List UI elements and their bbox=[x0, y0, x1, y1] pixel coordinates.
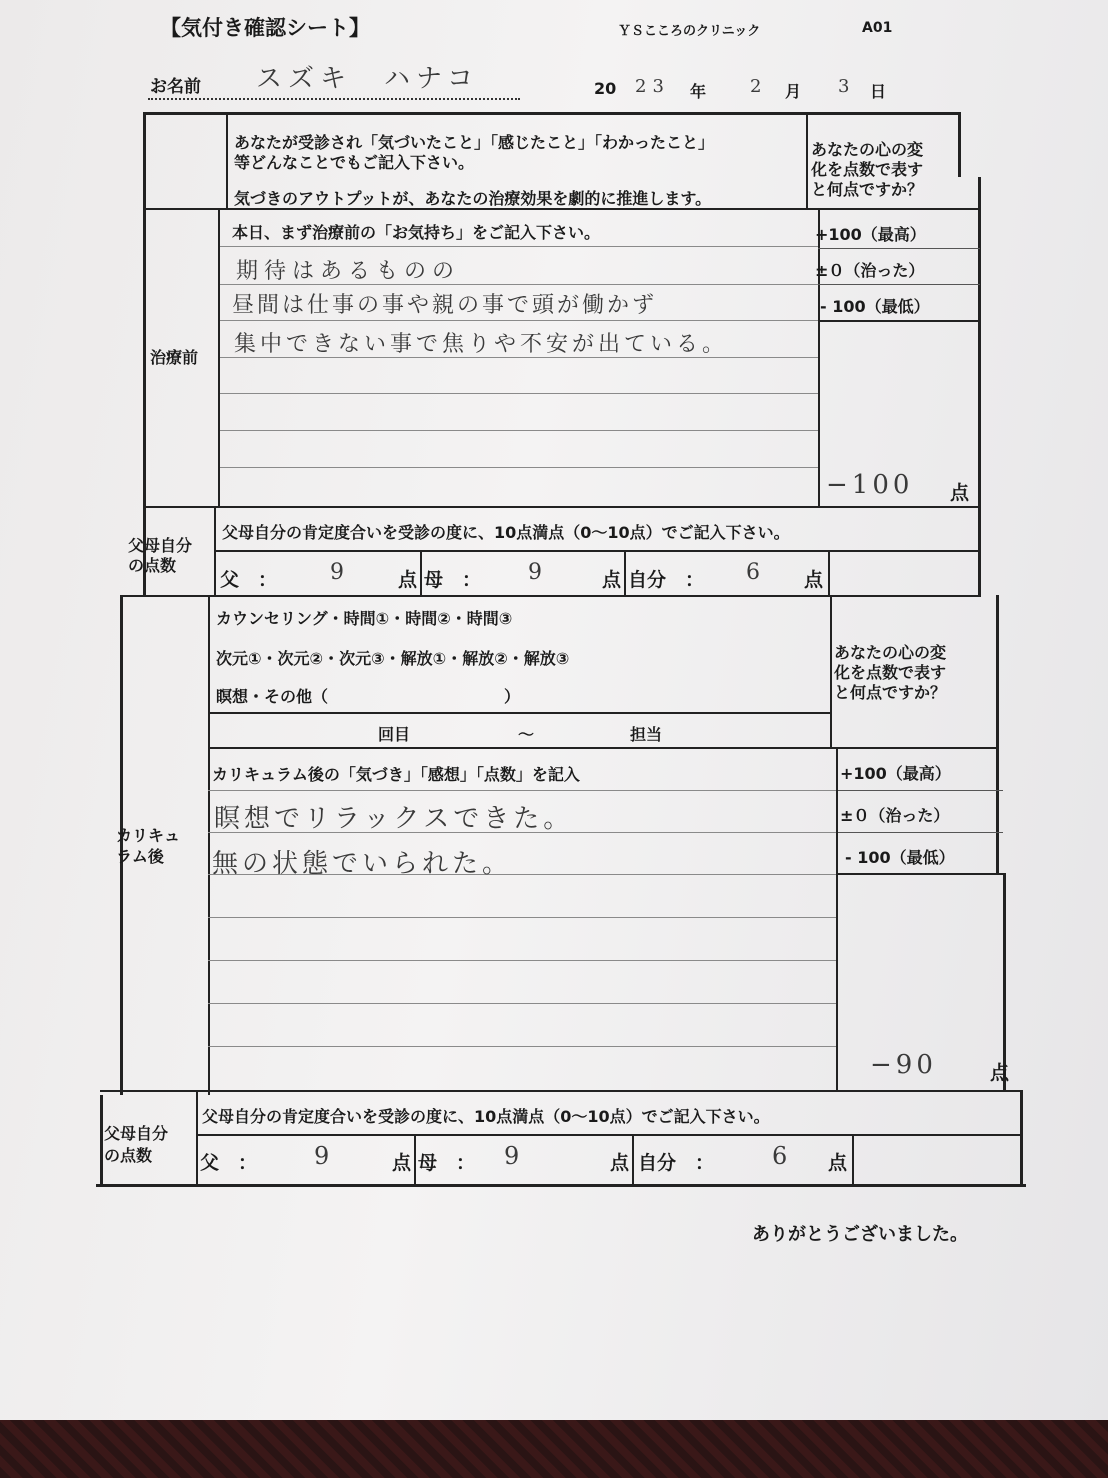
post-scale-line bbox=[838, 832, 1003, 833]
parents1-bottom-border bbox=[120, 595, 981, 597]
parents2-mother-value[interactable]: 9 bbox=[504, 1142, 526, 1170]
post-scale-bottom bbox=[838, 873, 1006, 875]
curriculum-side-divider bbox=[830, 595, 832, 747]
form-code: A01 bbox=[862, 20, 893, 36]
parents2-row-label1: 父母自分 bbox=[104, 1124, 169, 1143]
day-label: 日 bbox=[870, 82, 887, 101]
post-instruction: カリキュラム後の「気づき」「感想」「点数」を記入 bbox=[212, 765, 580, 784]
intro-line1: あなたが受診され「気づいたこと」「感じたこと」「わかったこと」 bbox=[234, 133, 715, 152]
post-ruled-line bbox=[208, 790, 836, 791]
post-scale-max: +100（最高） bbox=[840, 764, 951, 783]
post-row-label1: カリキュ bbox=[116, 826, 181, 845]
clinic-name: ＹＳこころのクリニック bbox=[618, 24, 761, 39]
day-value[interactable]: 3 bbox=[838, 76, 856, 97]
curriculum-option1[interactable]: カウンセリング・時間①・時間②・時間③ bbox=[216, 609, 513, 628]
pre-ruled-line bbox=[220, 320, 818, 321]
pre-score-divider bbox=[818, 208, 820, 508]
table-left-border-bottom bbox=[100, 1095, 103, 1187]
parents1-row-label1: 父母自分 bbox=[128, 536, 193, 555]
curriculum-side-q2: 化を点数で表す bbox=[834, 663, 947, 682]
pre-ruled-line bbox=[220, 246, 818, 247]
intro-side-q1: あなたの心の変 bbox=[811, 140, 924, 159]
post-scale-line bbox=[838, 790, 1003, 791]
parents2-instruction: 父母自分の肯定度合いを受診の度に、10点満点（0～10点）でご記入下さい。 bbox=[202, 1107, 770, 1126]
parents2-self-unit: 点 bbox=[828, 1152, 848, 1174]
post-bottom-border bbox=[100, 1090, 1023, 1092]
month-value[interactable]: 2 bbox=[750, 76, 768, 97]
pre-scale-bottom bbox=[818, 320, 980, 322]
pre-scale-zero: ±０（治った） bbox=[815, 261, 925, 280]
pre-score-unit: 点 bbox=[950, 482, 970, 504]
year-prefix: 20 bbox=[594, 79, 617, 98]
pre-scale-max: +100（最高） bbox=[815, 225, 926, 244]
post-score-divider bbox=[836, 747, 838, 1090]
parents1-self-value[interactable]: 6 bbox=[746, 560, 766, 585]
post-handwritten-line[interactable]: 瞑想でリラックスできた。 bbox=[214, 804, 574, 834]
intro-line3: 気づきのアウトプットが、あなたの治療効果を劇的に推進します。 bbox=[234, 189, 712, 208]
times-tilde: ～ bbox=[518, 725, 535, 744]
parents2-divider bbox=[632, 1135, 634, 1185]
curriculum-option3[interactable]: 瞑想・その他（ ） bbox=[216, 687, 521, 706]
post-handwritten-line[interactable]: 無の状態でいられた。 bbox=[212, 849, 513, 879]
parents2-father-value[interactable]: 9 bbox=[314, 1142, 336, 1170]
post-ruled-line bbox=[208, 1046, 836, 1047]
year-label: 年 bbox=[690, 82, 707, 101]
parents1-mid-border bbox=[214, 550, 981, 552]
parents1-self-unit: 点 bbox=[804, 569, 824, 591]
parents1-father-label: 父 ： bbox=[220, 569, 278, 591]
parents1-mother-value[interactable]: 9 bbox=[528, 560, 548, 585]
parents2-father-label: 父 ： bbox=[200, 1152, 258, 1174]
table-left-border-upper bbox=[143, 112, 146, 597]
intro-side-q3: と何点ですか？ bbox=[811, 180, 924, 199]
post-ruled-line bbox=[208, 1003, 836, 1004]
parents1-mother-label: 母 ： bbox=[424, 569, 482, 591]
pre-scale-line bbox=[818, 284, 980, 285]
post-score-unit: 点 bbox=[990, 1062, 1010, 1084]
intro-divider-left bbox=[226, 112, 228, 210]
parents2-mother-unit: 点 bbox=[610, 1152, 630, 1174]
pre-score-value[interactable]: −100 bbox=[826, 470, 914, 500]
intro-line2: 等どんなことでもご記入下さい。 bbox=[234, 153, 475, 172]
thanks-text: ありがとうございました。 bbox=[752, 1224, 968, 1245]
pre-handwritten-line[interactable]: 期待はあるものの bbox=[236, 259, 461, 284]
table-right-border-upper bbox=[978, 177, 981, 597]
parents2-mother-label: 母 ： bbox=[418, 1152, 476, 1174]
staff-label: 担当 bbox=[630, 725, 663, 744]
pre-scale-min: - 100（最低） bbox=[820, 297, 930, 316]
curriculum-option2[interactable]: 次元①・次元②・次元③・解放①・解放②・解放③ bbox=[216, 649, 570, 668]
name-underline bbox=[148, 98, 520, 100]
intro-divider-right bbox=[806, 112, 808, 210]
sheet-title: 【気付き確認シート】 bbox=[160, 16, 370, 40]
parents2-self-label: 自分 ： bbox=[638, 1152, 715, 1174]
parents2-mid-border bbox=[196, 1134, 1023, 1136]
parents2-row-label2: の点数 bbox=[104, 1146, 153, 1165]
parents2-self-value[interactable]: 6 bbox=[772, 1142, 794, 1170]
table-right-border-mid bbox=[996, 595, 999, 875]
curriculum-label-divider bbox=[208, 595, 210, 1095]
parents1-father-value[interactable]: 9 bbox=[330, 560, 350, 585]
pre-label-divider bbox=[218, 208, 220, 508]
parents2-divider bbox=[414, 1135, 416, 1185]
table-top-border bbox=[143, 112, 960, 115]
month-label: 月 bbox=[785, 82, 802, 101]
table-right-border-top bbox=[958, 112, 961, 177]
post-ruled-line bbox=[208, 960, 836, 961]
post-score-value[interactable]: −90 bbox=[870, 1050, 937, 1080]
curriculum-times-bottom bbox=[208, 747, 998, 749]
name-label: お名前 bbox=[150, 77, 201, 97]
intro-bottom-border bbox=[143, 208, 981, 210]
curriculum-side-q3: と何点ですか？ bbox=[834, 683, 947, 702]
table-right-border-bottom bbox=[1020, 1090, 1023, 1185]
parents1-divider bbox=[624, 551, 626, 596]
year-value[interactable]: 23 bbox=[635, 76, 670, 97]
pre-treatment-label: 治療前 bbox=[150, 348, 199, 367]
pre-ruled-line bbox=[220, 467, 818, 468]
intro-side-q2: 化を点数で表す bbox=[811, 160, 924, 179]
pre-bottom-border bbox=[143, 506, 981, 508]
parents1-self-label: 自分 ： bbox=[628, 569, 705, 591]
parents1-mother-unit: 点 bbox=[602, 569, 622, 591]
parents1-row-label2: の点数 bbox=[128, 556, 177, 575]
table-bottom-border bbox=[96, 1184, 1026, 1187]
parents1-divider bbox=[828, 551, 830, 596]
post-scale-zero: ±０（治った） bbox=[840, 806, 950, 825]
post-ruled-line bbox=[208, 917, 836, 918]
pre-instruction: 本日、まず治療前の「お気持ち」をご記入下さい。 bbox=[232, 223, 601, 242]
name-value[interactable]: スズキ ハナコ bbox=[256, 64, 479, 94]
post-row-label2: ラム後 bbox=[116, 847, 164, 866]
times-label: 回目 bbox=[378, 725, 411, 744]
pre-handwritten-line[interactable]: 昼間は仕事の事や親の事で頭が働かず bbox=[232, 293, 658, 318]
pre-ruled-line bbox=[220, 430, 818, 431]
post-scale-min: - 100（最低） bbox=[845, 848, 955, 867]
parents2-father-unit: 点 bbox=[392, 1152, 412, 1174]
parents1-father-unit: 点 bbox=[398, 569, 418, 591]
parents1-instruction: 父母自分の肯定度合いを受診の度に、10点満点（0～10点）でご記入下さい。 bbox=[222, 523, 790, 542]
pre-scale-line bbox=[818, 248, 980, 249]
curriculum-options-bottom bbox=[208, 712, 832, 714]
background-cloth bbox=[0, 1420, 1108, 1478]
parents2-label-divider bbox=[196, 1090, 198, 1186]
curriculum-side-q1: あなたの心の変 bbox=[834, 643, 947, 662]
parents2-divider bbox=[852, 1135, 854, 1185]
pre-handwritten-line[interactable]: 集中できない事で焦りや不安が出ている。 bbox=[234, 332, 729, 357]
parents1-divider bbox=[420, 551, 422, 596]
pre-ruled-line bbox=[220, 393, 818, 394]
